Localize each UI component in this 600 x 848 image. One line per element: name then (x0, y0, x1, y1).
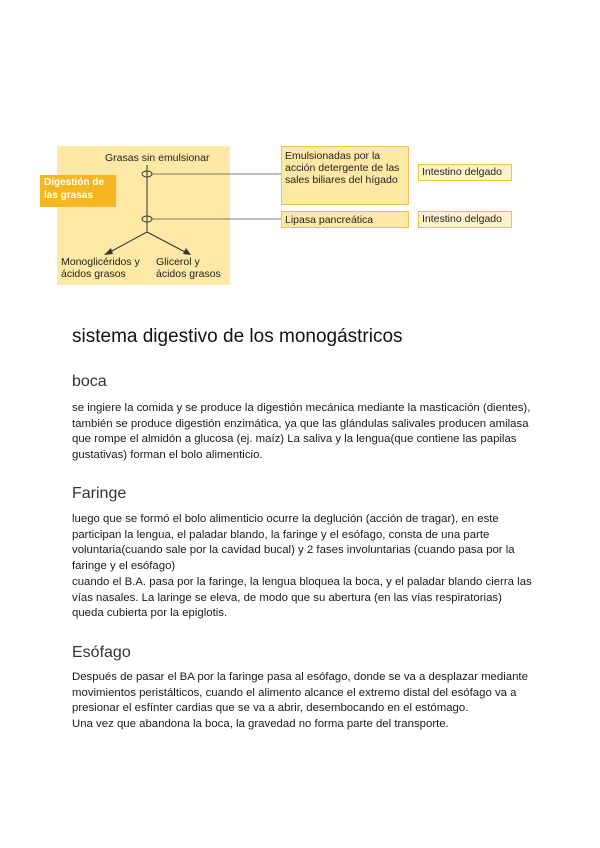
page-title: sistema digestivo de los monogástricos (72, 326, 403, 347)
paragraph: Una vez que abandona la boca, la gravedad no forma parte del transporte. (72, 718, 449, 731)
paragraph: Después de pasar el BA por la faringe pasa al esófago, donde se va a desplazar mediante movimientos peristálticos, cuando el alimento alcance el extremo distal del esófago va a presionar el esfínter cardias que se va a abrir, desembocando en el estómago. (72, 671, 528, 715)
unemulsified-fats-label: Grasas sin emulsionar (105, 152, 210, 164)
paragraph: se ingiere la comida y se produce la digestión mecánica mediante la masticación (dientes), también se produce digestión enzimática, ya que las glándulas salivales producen amilasa que rompe el almidón a glucosa (ej. maíz) La saliva y la lengua(que contiene las papilas gustativas) forman el bolo alimenticio. (72, 402, 531, 462)
lipase-text: Lipasa pancreática (285, 214, 374, 226)
section-boca-text (72, 401, 534, 464)
section-faringe-text (72, 512, 534, 622)
paragraph: luego que se formó el bolo alimenticio ocurre la deglución (acción de tragar), en este participan la lengua, el paladar blando, la faringe y el esófago, consta de una parte voluntaria(cuando sale por la cavidad bucal) y 2 fases involuntarias (cuando pasa por la faringe y el esófago) (72, 513, 515, 573)
paragraph: cuando el B.A. pasa por la faringe, la lengua bloquea la boca, y el paladar blando cierra las vías nasales. La laringe se eleva, de modo que su abertura (en las vías respiratorias) queda cubierta por la epiglotis. (72, 575, 532, 620)
emulsion-text: Emulsionadas por la acción detergente de las sales biliares del hígado (285, 150, 400, 186)
heading-faringe: Faringe (72, 485, 127, 502)
heading-esofago: Esófago (72, 644, 131, 661)
glycerol-label: Glicerol y ácidos grasos (156, 256, 221, 280)
intestine-box-1: Intestino delgado (418, 164, 512, 181)
section-esofago-text (72, 670, 534, 733)
digestion-side-label: Digestión de las grasas (40, 175, 116, 207)
lipase-box (281, 211, 409, 228)
heading-boca: boca (72, 373, 107, 390)
monoglycerides-label: Monoglicéridos y ácidos grasos (61, 256, 140, 280)
emulsion-box (281, 146, 409, 205)
intestine-box-2: Intestino delgado (418, 211, 512, 228)
fat-digestion-diagram (0, 0, 600, 300)
